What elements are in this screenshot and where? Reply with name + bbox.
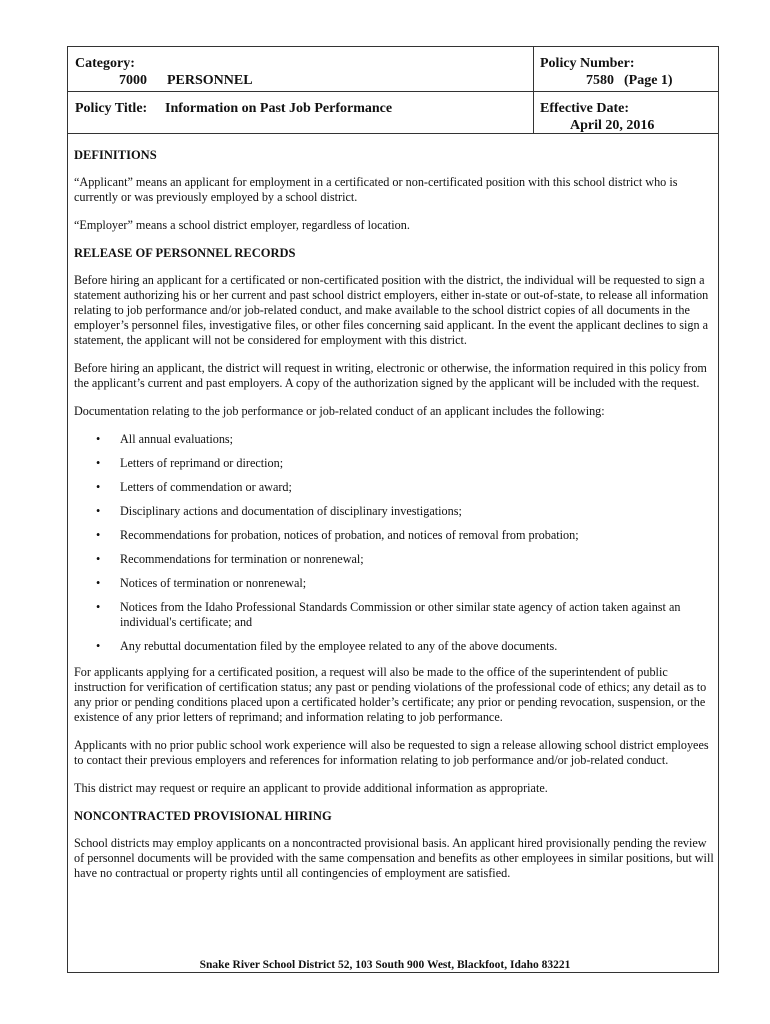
release-paragraph-4: For applicants applying for a certificated position, a request will also be made to the office of the superintendent of public instruction for verification of certification status; any past or pending violations of the professional code of ethics; any detail as to any prior or pending conditions placed upon a certificated holder’s certificate; any prior or pending revocation, suspension, or the existence of any prior letters of reprimand; and information relating to job performance.: [74, 665, 707, 724]
bullet-icon: •: [96, 600, 101, 614]
effective-date-label: Effective Date:: [540, 101, 630, 116]
list-item: • Notices from the Idaho Professional Standards Commission or other similar state agency of action taken against an individual's certificate; and: [96, 600, 681, 629]
noncontracted-paragraph: School districts may employ applicants on a noncontracted provisional basis. An applicant hired provisionally pending the review of personnel documents will be provided with the same compensation and benefits as other employees in similar positions, but will have no contractual or property rights until all contingencies of employment are satisfied.: [74, 836, 714, 880]
bullet-icon: •: [96, 639, 101, 653]
release-paragraph-5: Applicants with no prior public school work experience will also be requested to sign a release allowing school district employees to contact their previous employers and references for information relating to job performance and/or job-related conduct.: [74, 738, 709, 767]
list-item: • All annual evaluations;: [96, 432, 234, 446]
noncontracted-heading: NONCONTRACTED PROVISIONAL HIRING: [74, 809, 332, 823]
list-item: • Disciplinary actions and documentation of disciplinary investigations;: [96, 504, 462, 518]
effective-date: April 20, 2016: [570, 118, 655, 133]
bullet-icon: •: [96, 432, 101, 446]
definition-applicant: “Applicant” means an applicant for employment in a certificated or non-certificated position with this school district who is currently or was previously employed by a school district.: [74, 175, 678, 204]
list-item: • Recommendations for probation, notices of probation, and notices of removal from probation;: [96, 528, 579, 542]
definitions-heading: DEFINITIONS: [74, 148, 157, 162]
policy-body: [74, 148, 714, 894]
release-paragraph-1: Before hiring an applicant for a certificated or non-certificated position with the district, the individual will be requested to sign a statement authorizing his or her current and past school district employers, either in-state or out-of-state, to release all information relating to job performance and/or job-related conduct, and make available to the school district copies of all documents in the employer’s personnel files, investigative files, or other files concerning said applicant. In the event the applicant declines to sign a statement, the applicant will not be considered for employment with this district.: [74, 273, 709, 347]
bullet-icon: •: [96, 576, 101, 590]
list-item: • Letters of commendation or award;: [96, 480, 292, 494]
bullet-icon: •: [96, 552, 101, 566]
list-item: • Recommendations for termination or nonrenewal;: [96, 552, 364, 566]
documentation-list: [74, 432, 714, 654]
bullet-icon: •: [96, 504, 101, 518]
category-label: Category:: [75, 56, 135, 71]
list-item: • Notices of termination or nonrenewal;: [96, 576, 307, 590]
definition-employer: “Employer” means a school district employer, regardless of location.: [74, 218, 410, 232]
release-paragraph-6: This district may request or require an applicant to provide additional information as appropriate.: [74, 781, 548, 795]
policy-number-label: Policy Number:: [540, 56, 635, 71]
bullet-icon: •: [96, 528, 101, 542]
release-paragraph-2: Before hiring an applicant, the district will request in writing, electronic or otherwise, the information required in this policy from the applicant’s current and past employers. A copy of the authorization signed by the applicant will be included with the request.: [74, 361, 707, 390]
bullet-icon: •: [96, 456, 101, 470]
header-divider: [533, 47, 534, 134]
policy-number: 7580: [586, 73, 614, 88]
release-heading: RELEASE OF PERSONNEL RECORDS: [74, 246, 296, 260]
page-indicator: (Page 1): [624, 73, 673, 88]
release-paragraph-3: Documentation relating to the job performance or job-related conduct of an applicant includes the following:: [74, 404, 605, 418]
bullet-icon: •: [96, 480, 101, 494]
list-item: • Any rebuttal documentation filed by the employee related to any of the above documents.: [96, 639, 558, 653]
category-number: 7000: [119, 73, 147, 88]
list-item: • Letters of reprimand or direction;: [96, 456, 284, 470]
page-footer: Snake River School District 52, 103 South 900 West, Blackfoot, Idaho 83221: [199, 959, 571, 971]
category-name: PERSONNEL: [167, 73, 253, 88]
policy-title-label: Policy Title:: [75, 101, 148, 116]
policy-title: Information on Past Job Performance: [165, 101, 393, 116]
